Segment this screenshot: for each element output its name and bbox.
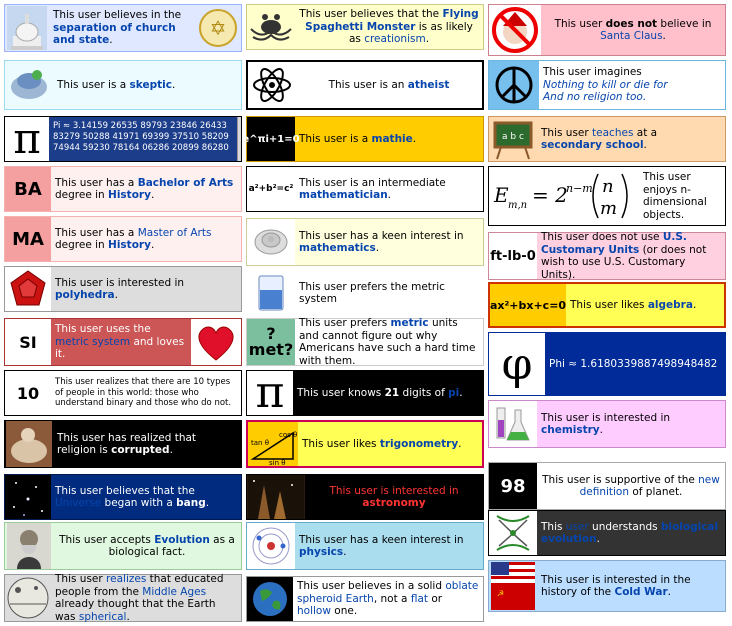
- wiki-link[interactable]: algebra: [647, 298, 693, 311]
- text-fragment: astronomy: [362, 497, 426, 509]
- userbox-sentence: [545, 18, 721, 43]
- text-fragment: .: [599, 424, 603, 436]
- userbox-big-bang: [4, 474, 242, 520]
- text-fragment: .: [171, 78, 176, 91]
- userbox-metric-loves: [4, 318, 242, 366]
- userbox-text: [539, 61, 725, 109]
- text-fragment: .: [126, 610, 130, 623]
- userbox-mathie: [242, 116, 484, 162]
- userbox-fsm: [246, 4, 484, 50]
- text-fragment: This user believes that the: [55, 484, 195, 497]
- userbox-oblate-earth: [246, 576, 484, 622]
- wiki-link[interactable]: History: [108, 239, 151, 251]
- wiki-link[interactable]: hollow: [297, 605, 331, 618]
- userbox-ma-history: [4, 216, 242, 262]
- userbox-binary: [4, 370, 242, 416]
- scrollbar[interactable]: [237, 117, 241, 161]
- text-fragment: .: [343, 546, 347, 558]
- userbox-text: [305, 475, 483, 519]
- binomial-formula-badge[interactable]: [489, 167, 641, 225]
- userbox-text: [537, 463, 725, 509]
- text-fragment: and loves it.: [55, 335, 185, 361]
- text-fragment: (or does not wish to use U.S. Customary Units).: [541, 243, 707, 281]
- userbox-text: [51, 217, 241, 261]
- userbox-evolution: [4, 522, 242, 570]
- text-fragment: This user accepts: [59, 533, 155, 546]
- text-fragment: began with a: [101, 497, 177, 509]
- text-fragment: This user is interested in: [541, 411, 671, 424]
- text-fragment: .: [205, 497, 210, 509]
- wiki-link[interactable]: And no religion too.: [543, 91, 647, 104]
- text-fragment: that educated people from the: [55, 573, 224, 598]
- userbox-sentence: [309, 485, 479, 510]
- text-fragment: This user is a: [299, 132, 372, 145]
- darwin-portrait-icon[interactable]: [5, 523, 53, 569]
- ft-lb-0-badge[interactable]: [489, 233, 537, 279]
- userbox-sentence: [299, 317, 479, 367]
- text-fragment: .: [425, 33, 430, 46]
- userbox-religion-corrupted: [4, 420, 242, 468]
- pi-digits-box: [49, 117, 237, 161]
- atomic-whirl-icon[interactable]: [248, 62, 296, 108]
- userbox-text: [537, 401, 725, 447]
- userbox-sentence: [299, 177, 479, 202]
- userbox-text: [537, 117, 725, 161]
- userbox-cold-war: [488, 560, 726, 612]
- svg-text:m: m: [600, 198, 618, 219]
- userbox-sentence: [541, 474, 721, 499]
- text-fragment: at a: [633, 126, 658, 139]
- text-fragment: is as likely as: [348, 20, 473, 46]
- religious-symbols-icon[interactable]: [195, 5, 241, 51]
- userbox-text: [295, 5, 483, 49]
- text-fragment: This user is an intermediate: [299, 176, 446, 189]
- userbox-text: [296, 62, 482, 108]
- userbox-spherical-earth: [4, 574, 242, 622]
- userbox-trigonometry: [246, 420, 484, 468]
- quadratic-badge[interactable]: [490, 284, 566, 326]
- userbox-atheist: [246, 60, 484, 110]
- userbox-text: [641, 167, 725, 225]
- wiki-link[interactable]: teaches: [592, 126, 634, 139]
- ninety-eight-badge[interactable]: [489, 463, 537, 509]
- question-mark: ?: [266, 324, 276, 343]
- wiki-link[interactable]: separation of church and state: [53, 21, 176, 47]
- text-fragment: This user prefers: [299, 317, 391, 329]
- text-fragment: one.: [330, 605, 358, 618]
- userbox-church-state: [4, 4, 242, 52]
- text-fragment: This user is interested in: [55, 276, 185, 289]
- userbox-sentence: [299, 281, 479, 306]
- pythagoras-text: a²+b²=c²: [248, 184, 294, 194]
- wiki-link[interactable]: Evolution: [154, 533, 210, 546]
- spiral-shell-icon[interactable]: [247, 219, 295, 265]
- wiki-link[interactable]: Nothing to kill or die for: [543, 78, 668, 91]
- flammarion-engraving-icon[interactable]: [5, 575, 51, 621]
- text-fragment: This user knows: [297, 386, 385, 399]
- wiki-link[interactable]: physics: [299, 546, 344, 558]
- text-fragment: .: [667, 586, 671, 598]
- userbox-sentence: [299, 230, 479, 255]
- userbox-biological-evolution: [488, 510, 726, 556]
- wiki-link[interactable]: History: [108, 189, 151, 201]
- heart-icon[interactable]: [191, 319, 241, 365]
- userbox-text: [298, 422, 482, 466]
- userbox-metric-americans: [246, 318, 484, 366]
- userbox-chemistry: [488, 400, 726, 448]
- ba-badge[interactable]: BA: [5, 167, 51, 211]
- wiki-link[interactable]: biological evolution: [541, 520, 719, 545]
- text-fragment: degree in: [55, 239, 109, 251]
- euler-identity-text: e^πi+1=0: [242, 133, 300, 145]
- text-fragment: This: [541, 520, 566, 533]
- text-fragment: digits of: [399, 386, 449, 399]
- ninety-eight-text: 98: [500, 475, 526, 497]
- userbox-text: [49, 5, 195, 51]
- si-badge[interactable]: SI: [5, 319, 51, 365]
- text-fragment: .: [109, 34, 113, 47]
- text-fragment: This user has a: [55, 176, 138, 189]
- userbox-text: [537, 233, 725, 279]
- svg-text:a b c: a b c: [502, 132, 524, 142]
- text-fragment: This user enjoys n-dimensional objects.: [643, 171, 707, 221]
- text-fragment: , not a: [373, 592, 411, 605]
- userbox-sentence: [549, 358, 717, 371]
- wiki-link[interactable]: Universe: [55, 497, 102, 509]
- svg-text:m,n: m,n: [508, 200, 528, 211]
- userbox-sentence: [55, 177, 237, 202]
- text-fragment: does not: [605, 17, 658, 30]
- text-fragment: already thought that the Earth was: [55, 598, 216, 623]
- text-fragment: This user likes: [570, 298, 648, 311]
- text-fragment: understands: [588, 520, 661, 533]
- text-fragment: .: [458, 437, 462, 450]
- text-fragment: This user has realized that religion is: [57, 431, 197, 456]
- userbox-text: [53, 523, 241, 569]
- wiki-link[interactable]: Cold War: [614, 586, 668, 598]
- text-fragment: units and cannot figure out why Americans have such a hard time with them.: [299, 317, 476, 367]
- svg-text:E: E: [494, 183, 509, 207]
- beaker-icon[interactable]: [247, 271, 295, 315]
- svg-text:cos θ: cos θ: [279, 431, 298, 439]
- wiki-link[interactable]: mathematician: [299, 189, 388, 201]
- userbox-sentence: [302, 438, 462, 451]
- userbox-metric-prefers: [246, 270, 484, 316]
- userbox-pi-digits: [4, 116, 242, 162]
- userbox-sentence: [55, 227, 237, 252]
- text-fragment: Phi ≈ 1.6180339887498948482: [549, 357, 718, 370]
- userbox-sentence: [543, 66, 668, 104]
- wiki-link[interactable]: polyhedra: [55, 289, 115, 301]
- text-fragment: This user believes that the: [299, 8, 443, 21]
- question-met-badge[interactable]: [247, 319, 295, 365]
- userbox-text: [566, 284, 724, 326]
- userbox-polyhedra: [4, 266, 242, 312]
- userbox-mathematics-interest: [246, 218, 484, 266]
- text-fragment: .: [150, 239, 155, 251]
- triangle-icon[interactable]: [248, 422, 298, 466]
- userbox-sentence: [55, 277, 237, 302]
- chalkboard-icon[interactable]: [489, 117, 537, 161]
- text-fragment: This user does not use: [541, 231, 663, 243]
- pi-digits-text: Pi ≈ 3.14159 26535 89793 23846 26433 83279 50288 41971 69399 37510 58209 74944 59230 78164 06286 20899 86280: [53, 121, 229, 153]
- wiki-link[interactable]: skeptic: [129, 78, 172, 91]
- svg-text:n: n: [602, 176, 614, 197]
- userbox-sentence: [57, 432, 237, 457]
- wiki-link[interactable]: metric: [390, 317, 429, 329]
- userbox-text: [293, 371, 483, 415]
- text-fragment: This user uses the: [55, 323, 151, 336]
- wiki-link[interactable]: new definition: [579, 473, 720, 498]
- text-fragment: .: [114, 289, 118, 301]
- no-santa-icon[interactable]: [489, 5, 541, 55]
- userbox-text: [51, 319, 191, 365]
- userbox-sentence: [541, 127, 721, 152]
- userbox-sentence: [297, 387, 463, 400]
- phi-symbol: φ: [501, 338, 533, 390]
- text-fragment: 21: [384, 386, 400, 399]
- userbox-phi: [488, 332, 726, 396]
- text-fragment: This user likes: [302, 437, 380, 450]
- pi-symbol-icon[interactable]: π: [5, 117, 49, 161]
- userbox-text: [537, 511, 725, 555]
- userbox-text: [545, 333, 725, 395]
- text-fragment: .: [412, 132, 417, 145]
- us-ussr-flags-icon[interactable]: [489, 561, 537, 611]
- userbox-imagine: [488, 60, 726, 110]
- userbox-text: [295, 319, 483, 365]
- text-fragment: .: [459, 386, 463, 399]
- nebula-icon[interactable]: [247, 475, 305, 519]
- svg-text:n−m: n−m: [566, 182, 593, 195]
- userbox-santa: [488, 4, 726, 56]
- text-fragment: This user realizes that there are 10 types of people in this world: those who understand binary and those who do not.: [55, 377, 232, 409]
- puzzle-icon[interactable]: [5, 61, 53, 109]
- userbox-text: [293, 577, 483, 621]
- wiki-link[interactable]: Master of Arts: [137, 226, 212, 239]
- userbox-sentence: [541, 412, 721, 437]
- text-fragment: degree in: [55, 189, 109, 201]
- text-fragment: .: [387, 189, 392, 201]
- text-fragment: believe in: [657, 17, 712, 30]
- text-fragment: .: [692, 298, 697, 311]
- text-fragment: This user imagines: [543, 66, 642, 79]
- userbox-text: [51, 575, 241, 621]
- userbox-intermediate-math: [246, 166, 484, 212]
- userbox-algebra: [488, 282, 726, 328]
- userbox-text: [53, 421, 241, 467]
- text-fragment: This user believes in the: [53, 9, 182, 22]
- userbox-text: [295, 523, 483, 569]
- text-fragment: This user is an: [328, 78, 408, 91]
- userbox-sentence: [55, 323, 187, 361]
- wiki-link[interactable]: mathie: [371, 132, 413, 145]
- wiki-link[interactable]: secondary school: [541, 139, 644, 151]
- userbox-sentence: [55, 377, 237, 409]
- wiki-link[interactable]: realizes: [106, 573, 147, 585]
- userbox-sentence: [541, 521, 721, 546]
- userbox-sentence: [541, 574, 721, 599]
- svg-text:tan θ: tan θ: [251, 439, 269, 447]
- dna-icon[interactable]: [489, 511, 537, 555]
- wiki-link[interactable]: trigonometry: [379, 437, 459, 450]
- userbox-text: [295, 167, 483, 211]
- text-fragment: as a biological fact.: [108, 533, 235, 558]
- pi-badge[interactable]: π: [247, 371, 293, 415]
- wiki-link[interactable]: metric system: [55, 335, 131, 348]
- userbox-sentence: [55, 485, 237, 510]
- text-fragment: This user prefers the metric system: [299, 280, 445, 305]
- peace-symbol-icon[interactable]: [489, 61, 539, 109]
- capitol-icon[interactable]: [5, 5, 49, 51]
- userbox-sentence: [57, 534, 237, 559]
- met-label: met?: [248, 340, 294, 359]
- userbox-sentence: [57, 79, 175, 92]
- wiki-link[interactable]: flat: [410, 592, 428, 605]
- userbox-sentence: [643, 171, 721, 221]
- userbox-astronomy: [246, 474, 484, 520]
- wiki-link[interactable]: U.S. Customary Units: [541, 231, 687, 256]
- galaxy-icon[interactable]: [5, 475, 51, 519]
- text-fragment: This user is interested in: [329, 484, 459, 497]
- userbox-sentence: [299, 8, 479, 46]
- text-fragment: This user is interested in the history of the: [541, 573, 691, 598]
- svg-text:= 2: = 2: [532, 183, 568, 207]
- userbox-text: [295, 271, 483, 315]
- text-fragment: This user: [554, 17, 606, 30]
- ma-badge[interactable]: MA: [5, 217, 51, 261]
- text-fragment: This user is a: [57, 78, 130, 91]
- text-fragment: of planet.: [629, 486, 683, 498]
- userbox-ba-history: [4, 166, 242, 212]
- text-fragment: or: [428, 592, 443, 605]
- userbox-sentence: [570, 299, 696, 312]
- text-fragment: bang: [176, 497, 206, 509]
- userbox-us-customary: [488, 232, 726, 280]
- userbox-text: [537, 561, 725, 611]
- wiki-link[interactable]: creationism: [364, 33, 426, 46]
- userbox-sentence: [299, 534, 479, 559]
- userbox-text: [51, 371, 241, 415]
- text-fragment: This user has a: [55, 226, 138, 239]
- svg-text:☭: ☭: [497, 589, 505, 598]
- text-fragment: .: [596, 533, 600, 545]
- wiki-link[interactable]: atheist: [407, 78, 450, 91]
- userbox-sentence: [329, 79, 450, 92]
- userbox-text: [295, 219, 483, 265]
- text-fragment: .: [375, 242, 380, 254]
- svg-text:✡: ✡: [209, 16, 227, 40]
- phi-symbol-badge[interactable]: [489, 333, 545, 395]
- text-fragment: This user has a keen interest in: [299, 533, 464, 546]
- text-fragment: .: [169, 444, 173, 456]
- userbox-physics: [246, 522, 484, 570]
- userbox-sentence: [541, 231, 721, 281]
- text-fragment: .: [662, 30, 666, 42]
- wiki-link[interactable]: mathematics: [299, 242, 376, 254]
- pythagoras-badge[interactable]: [247, 167, 295, 211]
- wiki-link[interactable]: Bachelor of Arts: [137, 176, 234, 189]
- text-fragment: This user believes in a solid: [297, 580, 446, 593]
- text-fragment: This user: [55, 573, 107, 585]
- text-fragment: .: [643, 139, 647, 151]
- userbox-sentence: [299, 133, 416, 146]
- userbox-pi-knowledge: [246, 367, 484, 418]
- userbox-sentence: [53, 9, 191, 47]
- text-fragment: This user has a keen interest in: [299, 229, 464, 242]
- wiki-link[interactable]: chemistry: [541, 424, 600, 436]
- wiki-link[interactable]: Middle Ages: [142, 585, 207, 598]
- flying-spaghetti-monster-icon[interactable]: [247, 5, 295, 49]
- ten-badge[interactable]: 10: [16, 383, 40, 403]
- userbox-skeptic: [4, 60, 242, 110]
- text-fragment: corrupted: [111, 444, 170, 456]
- userbox-text: [541, 5, 725, 55]
- userbox-text: [51, 475, 241, 519]
- pieta-statue-icon[interactable]: [5, 421, 53, 467]
- quadratic-text: ax²+bx+c=0: [489, 298, 567, 312]
- text-fragment: This user is supportive of the: [542, 473, 699, 486]
- wiki-link[interactable]: Flying Spaghetti Monster: [305, 8, 479, 33]
- dodecahedron-icon[interactable]: [5, 267, 51, 311]
- earth-globe-icon[interactable]: [247, 577, 293, 621]
- wiki-link[interactable]: spherical: [78, 610, 127, 623]
- userbox-sentence: [297, 580, 479, 618]
- text-fragment: .: [150, 189, 155, 201]
- text-fragment: This user: [541, 126, 593, 139]
- ft-lb-0-text: ft-lb-0: [490, 248, 536, 264]
- userbox-sentence: [55, 573, 237, 623]
- userbox-n-dimensional: [488, 166, 726, 226]
- flasks-icon[interactable]: [489, 401, 537, 447]
- euler-identity-badge[interactable]: [242, 117, 300, 161]
- userbox-planet-definition: [488, 462, 726, 510]
- userbox-text: [51, 267, 241, 311]
- wiki-link[interactable]: Santa Claus: [600, 30, 663, 42]
- userbox-text: [51, 167, 241, 211]
- wiki-link[interactable]: user: [565, 520, 589, 533]
- atom-icon[interactable]: [247, 523, 295, 569]
- userbox-text: [295, 117, 483, 161]
- wiki-link[interactable]: pi: [448, 386, 460, 399]
- userbox-teacher: [488, 116, 726, 162]
- svg-text:sin θ: sin θ: [269, 459, 286, 467]
- wiki-link[interactable]: oblate spheroid Earth: [297, 580, 479, 605]
- userbox-text: [53, 61, 241, 109]
